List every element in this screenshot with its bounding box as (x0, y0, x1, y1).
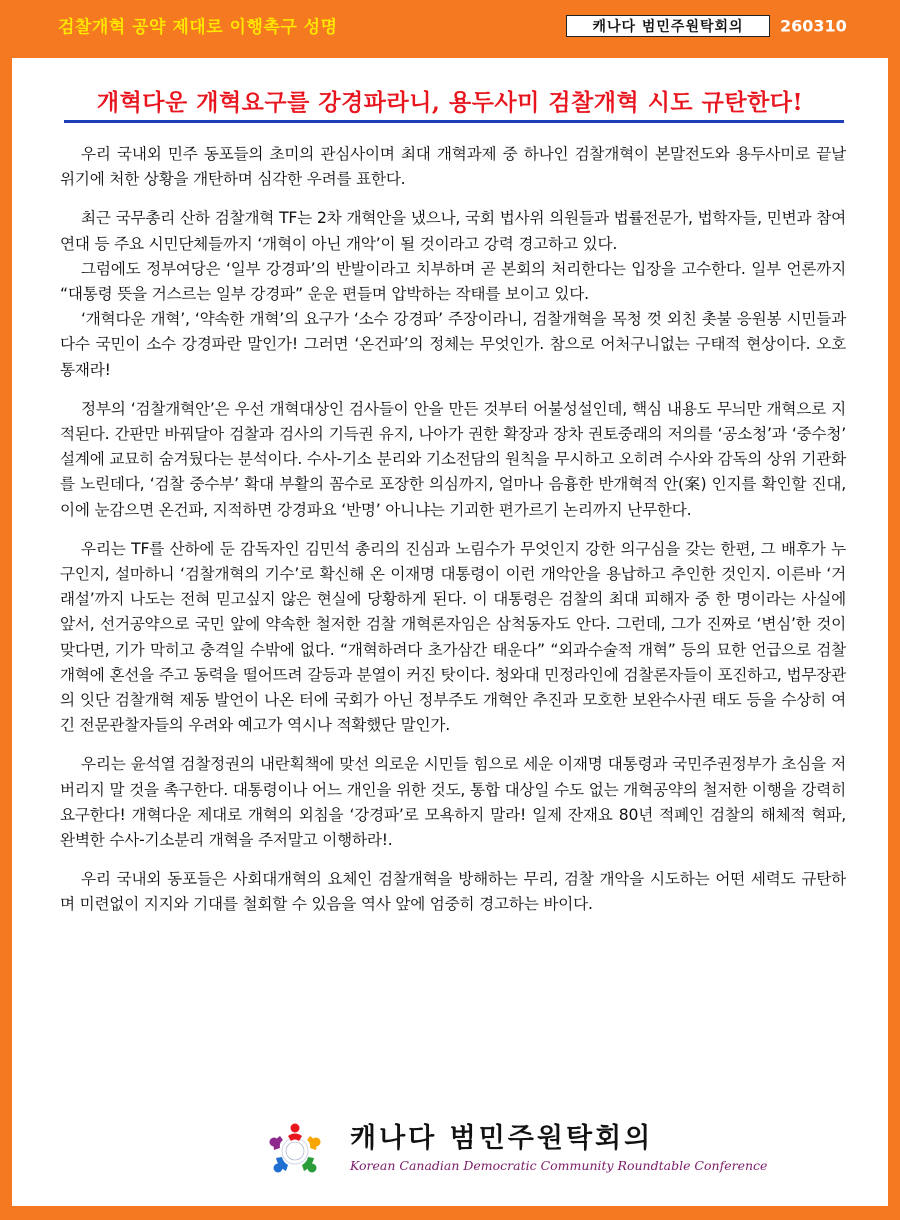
paragraph: 우리는 TF를 산하에 둔 감독자인 김민석 총리의 진심과 노림수가 무엇인지 강한 의구심을 갖는 한편, 그 배후가 누구인지, 설마하니 ‘검찰개혁의 기수’로 확신해 온 이재명 대통령이 이런 개악안을 용납하고 추인한 것인지. 이른바 ‘거래설’까지 나도는 전혀 믿고싶지 않은 현실에 당황하게 된다. 이 대통령은 검찰의 최대 피해자 중 한 명이라는 사실에 앞서, 선거공약으로 국민 앞에 약속한 철저한 검찰 개혁론자임은 삼척동자도 안다. 그런데, 그가 진짜로 ‘변심’한 것이 맞다면, 기가 막히고 충격일 수밖에 없다. “개혁하려다 초가삼간 태운다” “외과수술적 개혁” 등의 묘한 언급으로 검찰개혁에 혼선을 주고 동력을 떨어뜨려 갈등과 분열이 커진 탓이다. 청와대 민정라인에 검찰론자들이 포진하고, 법무장관의 잇단 검찰개혁 제동 발언이 나온 터에 국회가 아닌 정부주도 개혁안 추진과 모호한 보완수사권 태도 등을 수상히 여긴 전문관찰자들의 우려와 예고가 역시나 적확했단 말인가. (60, 539, 846, 735)
paragraph: 그럼에도 정부여당은 ‘일부 강경파’의 반발이라고 치부하며 곧 본회의 처리한다는 입장을 고수한다. 일부 언론까지 “대통령 뜻을 거스르는 일부 강경파” 운운 편들며 압박하는 작태를 보이고 있다. (60, 259, 846, 304)
footer-organization-name: 캐나다 범민주원탁회의 (350, 1123, 654, 1154)
paragraph: 정부의 ‘검찰개혁안’은 우선 개혁대상인 검사들이 안을 만든 것부터 어불성설인데, 핵심 내용도 무늬만 개혁으로 지적된다. 간판만 바꿔달아 검찰과 검사의 기득권 유지, 나아가 권한 확장과 장차 권토중래의 저의를 ‘공소청’과 ‘중수청’ 설계에 교묘히 숨겨뒀다는 분석이다. 수사-기소 분리와 기소전담의 원칙을 무시하고 오히려 수사와 감독의 상위 기관화를 노린데다, ‘검찰 중수부’ 확대 부활의 꼼수로 포장한 의심까지, 얼마나 음흉한 반개혁적 안(案) 인지를 확인할 진대, 이에 눈감으면 온건파, 지적하면 강경파요 ‘반명’ 아니냐는 기괴한 편가르기 논리까지 난무한다. (60, 399, 846, 519)
paragraph: 최근 국무총리 산하 검찰개혁 TF는 2차 개혁안을 냈으나, 국회 법사위 의원들과 법률전문가, 법학자들, 민변과 참여연대 등 주요 시민단체들까지 ‘개혁이 아닌 개악’이 될 것이라고 강력 경고하고 있다. (60, 209, 846, 253)
document-number: 260310 (780, 16, 847, 36)
footer-organization-english: Korean Canadian Democratic Community Roundtable Conference (350, 1158, 768, 1173)
header-title: 검찰개혁 공약 제대로 이행촉구 성명 (58, 17, 338, 38)
paragraph: ‘개혁다운 개혁’, ‘약속한 개혁’의 요구가 ‘소수 강경파’ 주장이라니, 검찰개혁을 목청 껏 외친 촛불 응원봉 시민들과 다수 국민이 소수 강경파란 말인가! 그러면 ‘온건파’의 정체는 무엇인가. 참으로 어처구니없는 구태적 현상이다. 오호 통재라! (60, 310, 846, 379)
statement-content (12, 58, 888, 1206)
headline-divider (64, 120, 844, 123)
main-headline: 개혁다운 개혁요구를 강경파라니, 용두사미 검찰개혁 시도 규탄한다! (96, 89, 804, 116)
paragraph: 우리는 윤석열 검찰정권의 내란획책에 맞선 의로운 시민들 힘으로 세운 이재명 대통령과 국민주권정부가 초심을 저버리지 말 것을 촉구한다. 대통령이나 어느 개인을 위한 것도, 통합 대상일 수도 없는 개혁공약의 철저한 이행을 강력히 요구한다! 개혁다운 제대로 개혁의 외침을 ‘강경파’로 모욕하지 말라! 일제 잔재요 80년 적폐인 검찰의 해체적 혁파, 완벽한 수사-기소분리 개혁을 주저말고 이행하라!. (60, 755, 846, 850)
paragraph: 우리 국내외 민주 동포들의 초미의 관심사이며 최대 개혁과제 중 하나인 검찰개혁이 본말전도와 용두사미로 끝날 위기에 처한 상황을 개탄하며 심각한 우려를 표한다. (60, 145, 846, 189)
statement-body (60, 142, 846, 918)
header-organization: 캐나다 범민주원탁회의 (566, 15, 770, 37)
header-bar (0, 0, 900, 46)
paragraph: 우리 국내외 동포들은 사회대개혁의 요체인 검찰개혁을 방해하는 무리, 검찰 개악을 시도하는 어떤 세력도 규탄하며 미련없이 지지와 기대를 철회할 수 있음을 역사 앞에 엄중히 경고하는 바이다. (60, 870, 846, 914)
roundtable-people-icon (266, 1122, 324, 1180)
